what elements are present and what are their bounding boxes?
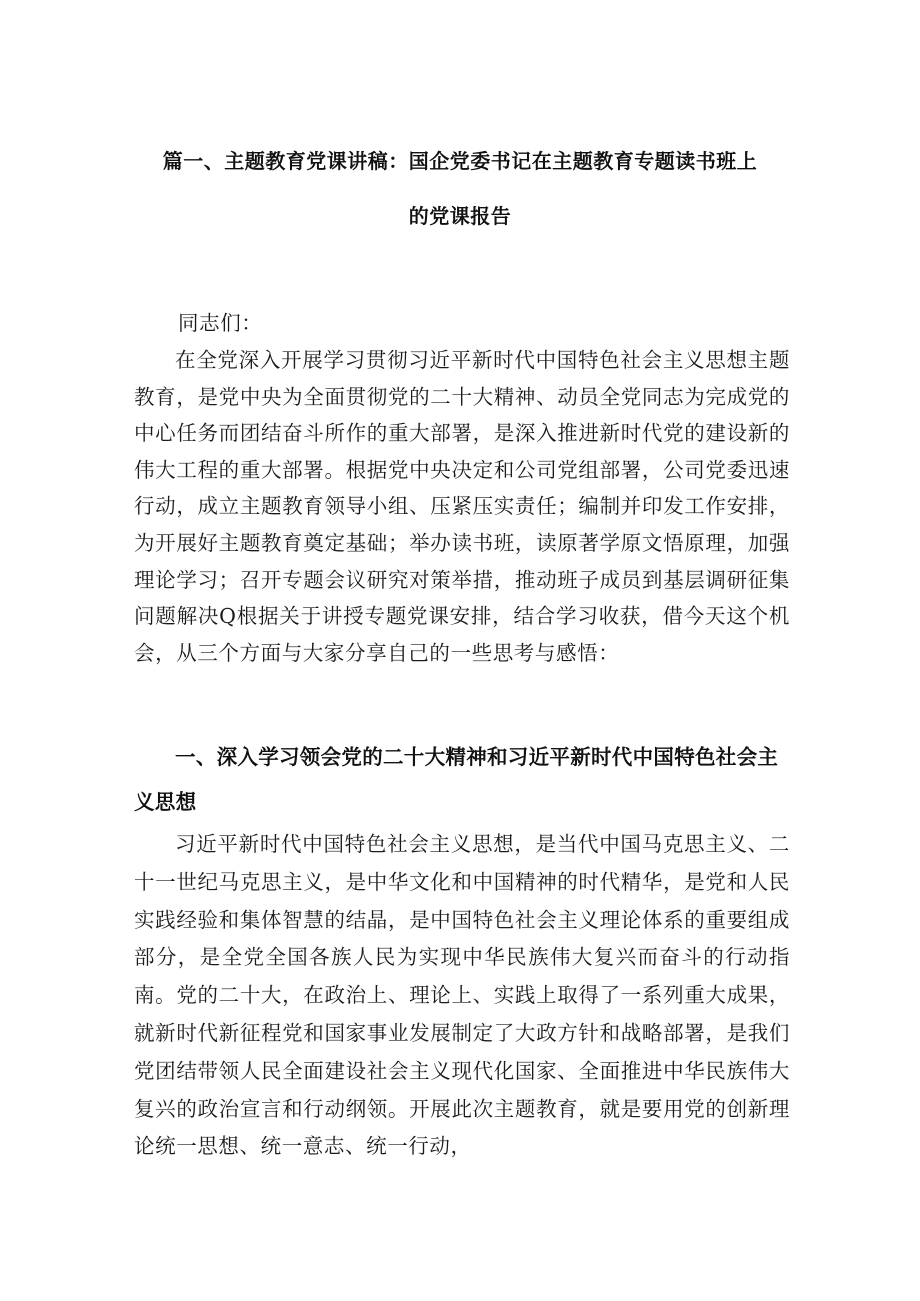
paragraph-section1-text: 习近平新时代中国特色社会主义思想，是当代中国马克思主义、二十一世纪马克思主义，是中华文化和中国精神的时代精华，是党和人民实践经验和集体智慧的结晶，是中国特色社会主义理论体系的重要组成部分，是全党全国各族人民为实现中华民族伟大复兴而奋斗的行动指南。党的二十大，在政治上、理论上、实践上取得了一系列重大成果，就新时代新征程党和国家事业发展制定了大政方针和战略部署，是我们党团结带领人民全面建设社会主义现代化国家、全面推进中华民族伟大复兴的政治宣言和行动纲领。开展此次主题教育，就是要用党的创新理论统一思想、统一意志、统一行动， xyxy=(134,832,790,1159)
section-heading-1: 一、深入学习领会党的二十大精神和习近平新时代中国特色社会主义思想 xyxy=(134,745,779,814)
paragraph-section1 xyxy=(134,826,790,1166)
paragraph-intro-text: 在全党深入开展学习贯彻习近平新时代中国特色社会主义思想主题教育，是党中央为全面贯彻党的二十大精神、动员全党同志为完成党的中心任务而团结奋斗所作的重大部署，是深入推进新时代党的建设新的伟大工程的重大部署。根据党中央决定和公司党组部署，公司党委迅速行动，成立主题教育领导小组、压紧压实责任；编制并印发工作安排，为开展好主题教育奠定基础；举办读书班，读原著学原文悟原理，加强理论学习；召开专题会议研究对策举措，推动班子成员到基层调研征集问题解决Q根据关于讲授专题党课安排，结合学习收获，借今天这个机会，从三个方面与大家分享自己的一些思考与感悟： xyxy=(134,348,790,665)
paragraph-intro xyxy=(134,342,790,671)
greeting: 同志们： xyxy=(178,311,263,335)
document-title-line2: 的党课报告 xyxy=(408,204,512,228)
document-title-line1: 篇一、主题教育党课讲稿：国企党委书记在主题教育专题读书班上 xyxy=(162,149,758,173)
